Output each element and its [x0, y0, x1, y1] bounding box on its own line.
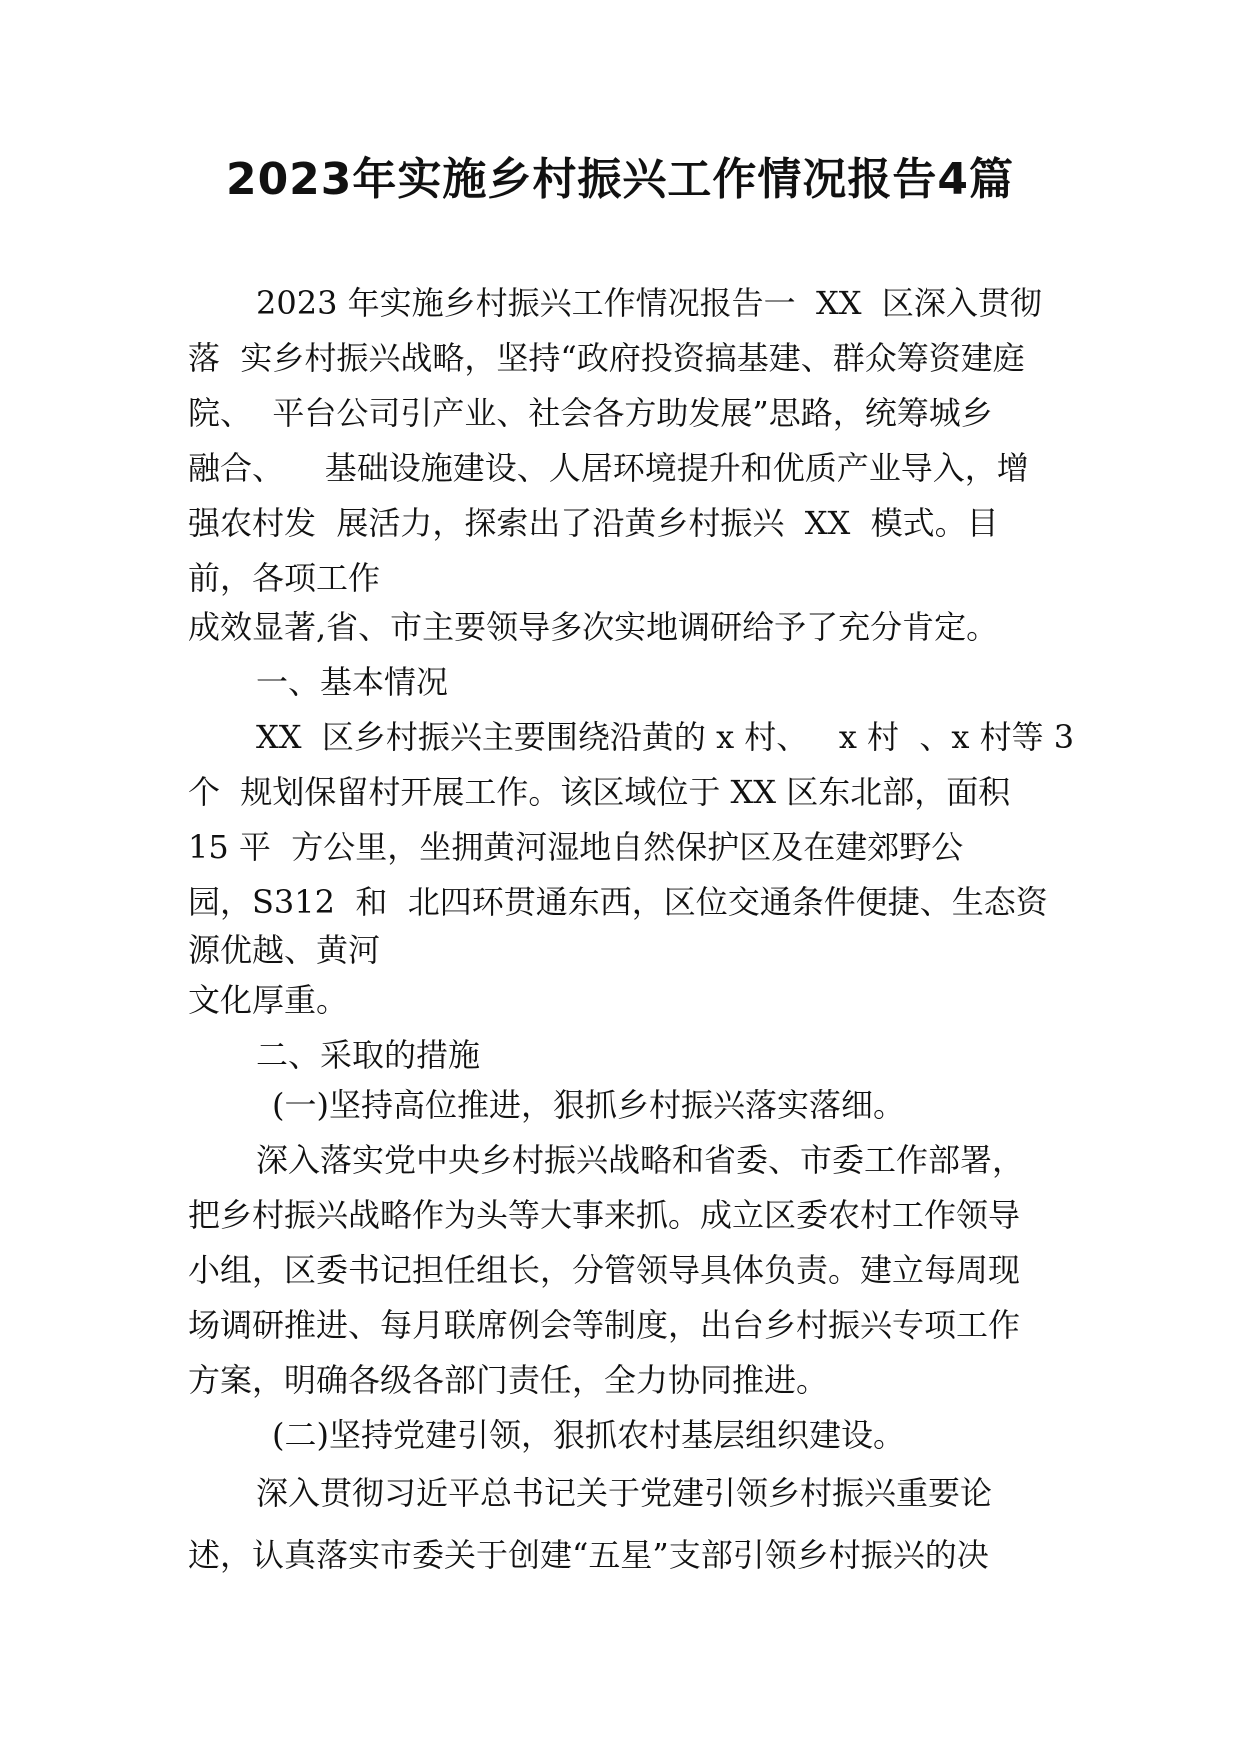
text-line: 强农村发 展活力，探索出了沿黄乡村振兴 XX 模式。目	[188, 504, 999, 542]
text-line: 成效显著,省、市主要领导多次实地调研给予了充分肯定。	[188, 608, 999, 646]
text-line: 落 实乡村振兴战略，坚持“政府投资搞基建、群众筹资建庭	[188, 339, 1025, 377]
text-line: 2023 年实施乡村振兴工作情况报告一 XX 区深入贯彻	[256, 284, 1042, 322]
text-line: 个 规划保留村开展工作。该区域位于 XX 区东北部，面积	[188, 773, 1011, 811]
text-line: 15 平 方公里，坐拥黄河湿地自然保护区及在建郊野公	[188, 828, 964, 866]
text-line: 文化厚重。	[188, 981, 349, 1019]
text-line: 小组，区委书记担任组长，分管领导具体负责。建立每周现	[188, 1251, 1021, 1289]
text-line: 方案，明确各级各部门责任，全力协同推进。	[188, 1361, 829, 1399]
text-line: 院、 平台公司引产业、社会各方助发展”思路，统筹城乡	[188, 394, 993, 432]
text-line: 述，认真落实市委关于创建“五星”支部引领乡村振兴的决	[188, 1536, 989, 1574]
section-heading: 一、基本情况	[256, 663, 449, 701]
text-line: 深入落实党中央乡村振兴战略和省委、市委工作部署，	[256, 1141, 1025, 1179]
subsection-heading: (二)坚持党建引领，狠抓农村基层组织建设。	[272, 1416, 905, 1454]
section-heading: 二、采取的措施	[256, 1036, 481, 1074]
subsection-heading: (一)坚持高位推进，狠抓乡村振兴落实落细。	[272, 1086, 905, 1124]
text-line: XX 区乡村振兴主要围绕沿黄的 x 村、 x 村 、x 村等 3	[256, 718, 1075, 756]
text-line: 融合、 基础设施建设、人居环境提升和优质产业导入，增	[188, 449, 1029, 487]
text-line: 场调研推进、每月联席例会等制度，出台乡村振兴专项工作	[188, 1306, 1021, 1344]
text-line: 深入贯彻习近平总书记关于党建引领乡村振兴重要论	[256, 1474, 993, 1512]
text-line: 园，S312 和 北四环贯通东西，区位交通条件便捷、生态资	[188, 883, 1048, 921]
text-line: 把乡村振兴战略作为头等大事来抓。成立区委农村工作领导	[188, 1196, 1021, 1234]
document-title: 2023年实施乡村振兴工作情况报告4篇	[225, 154, 1015, 205]
text-line: 源优越、黄河	[188, 931, 381, 969]
text-line: 前，各项工作	[188, 559, 381, 597]
